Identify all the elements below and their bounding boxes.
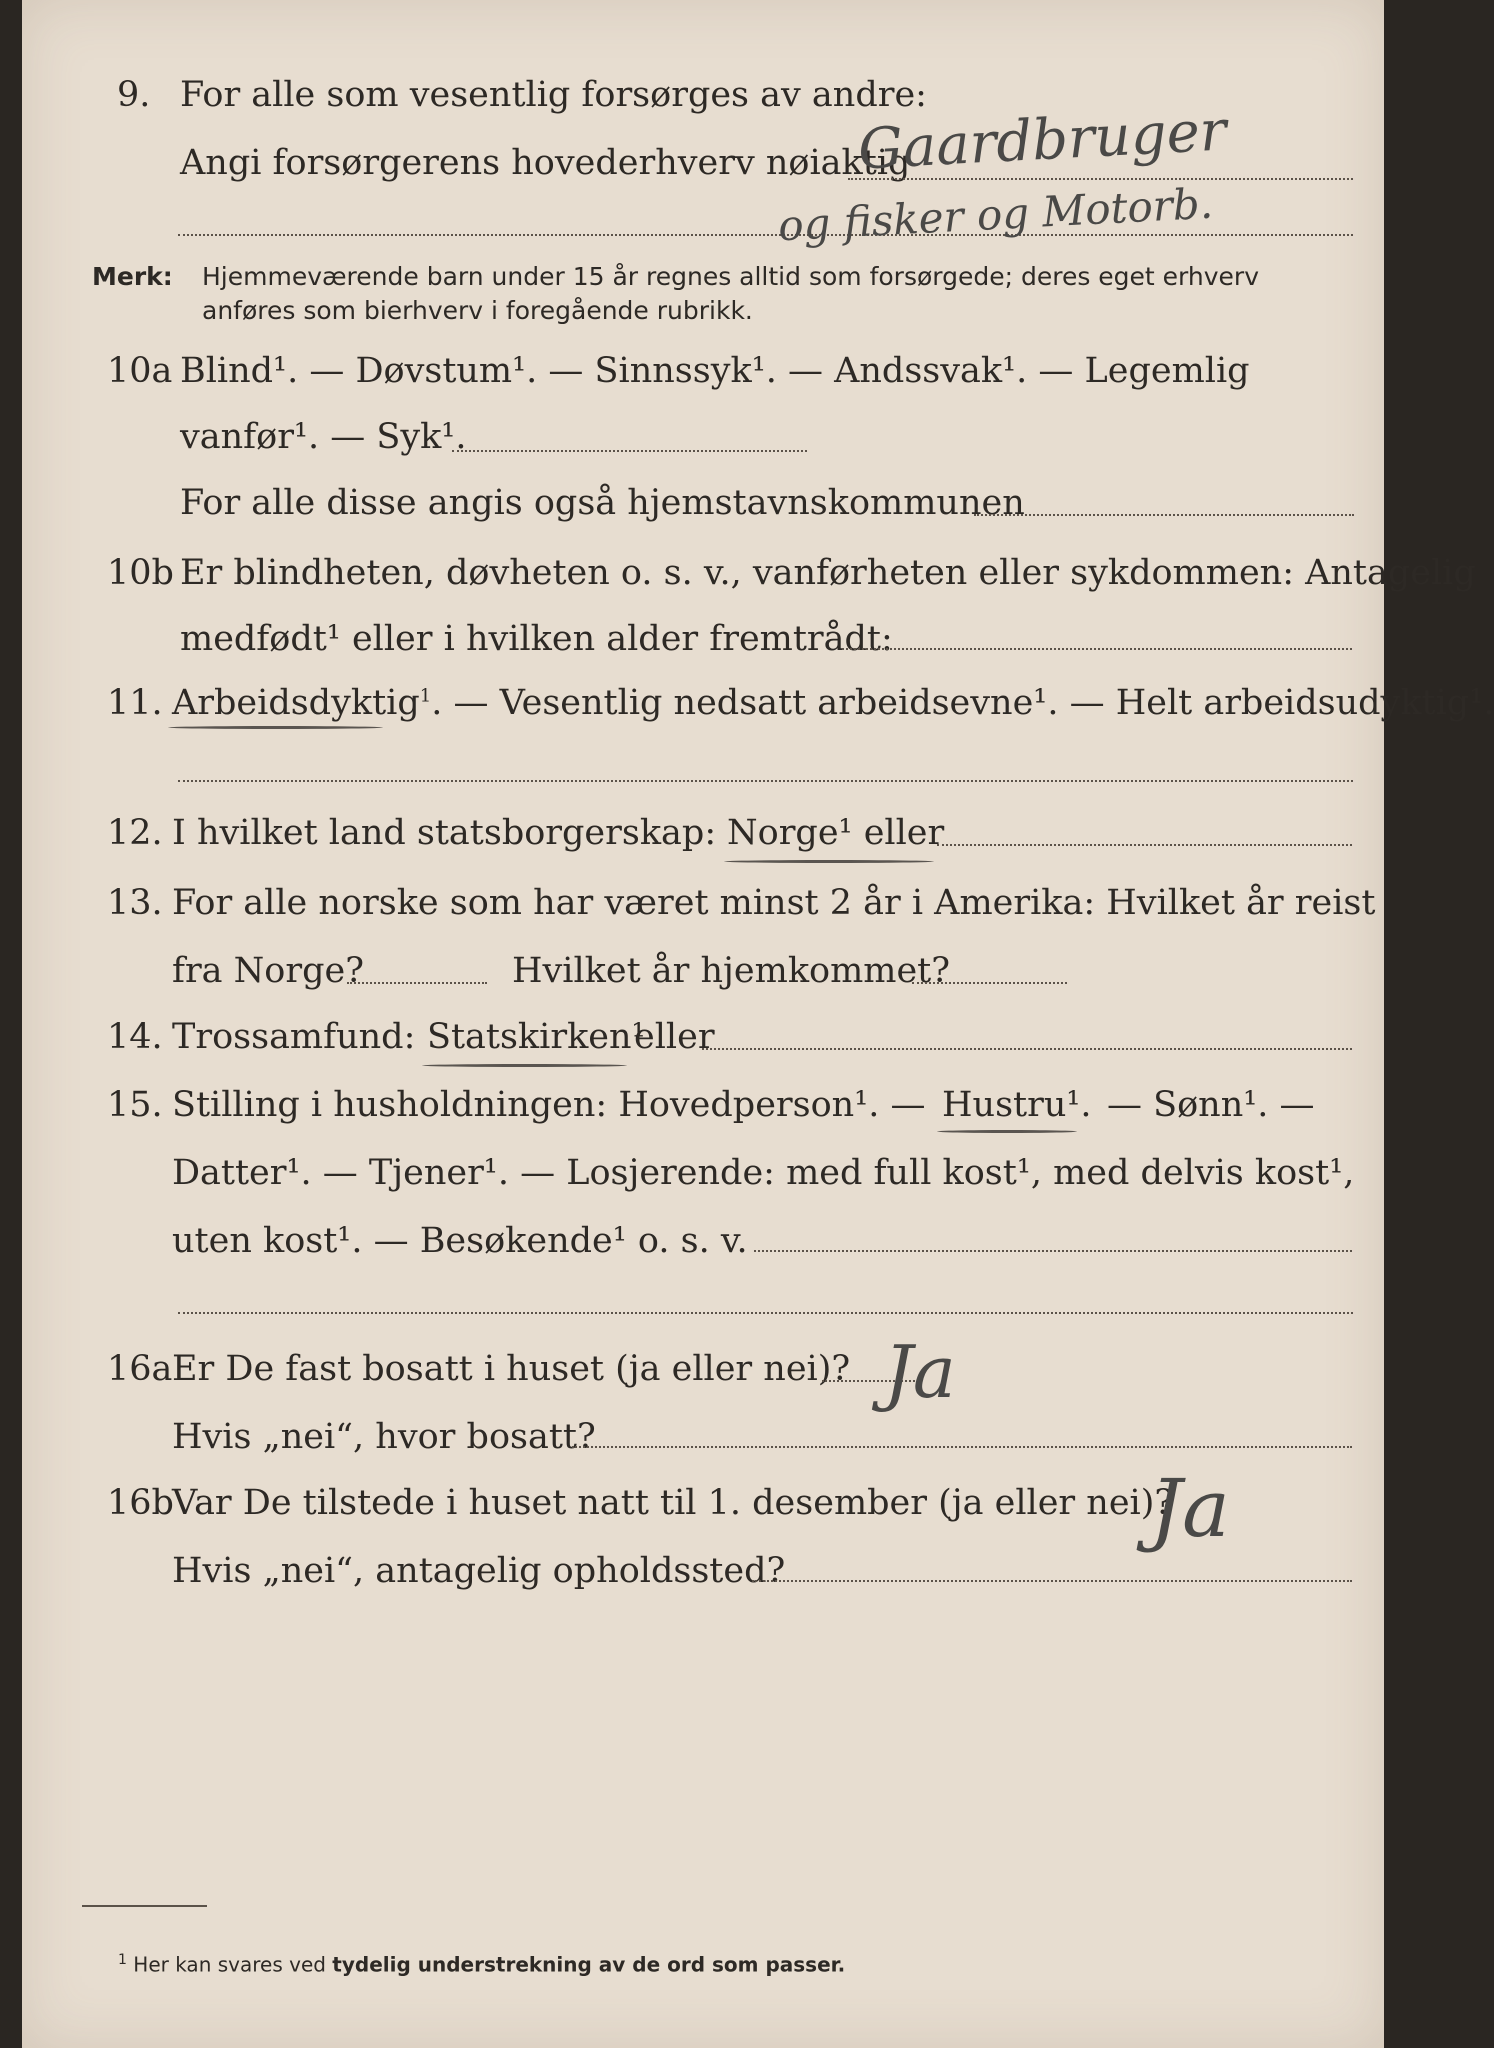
q9-number: 9.: [117, 75, 151, 115]
merk-label: Merk:: [92, 262, 173, 291]
q15-answer-line-2: [178, 1312, 1353, 1314]
footnote-plain-text: Her kan svares ved: [133, 1952, 326, 1977]
q15-number: 15.: [107, 1085, 163, 1125]
q13-line-2a: fra Norge?: [172, 951, 364, 991]
footnote: [118, 1952, 845, 1977]
q12-number: 12.: [107, 813, 163, 853]
q10a-line-3: For alle disse angis også hjemstavnskommunen: [180, 483, 1025, 523]
q16a-line-1: Er De fast bosatt i huset (ja eller nei)?: [172, 1349, 851, 1389]
q10b-number: 10b: [107, 553, 174, 593]
q16b-handwritten-answer: Ja: [1150, 1462, 1230, 1555]
q11-number: 11.: [107, 683, 163, 723]
q16a-number: 16a: [107, 1349, 173, 1389]
q15-underline-mark: [937, 1130, 1077, 1133]
q14-suffix: eller: [634, 1017, 715, 1057]
q12-prefix: I hvilket land statsborgerskap:: [172, 813, 717, 853]
q10a-line-1: Blind¹. — Døvstum¹. — Sinnssyk¹. — Andssvak¹. — Legemlig: [180, 351, 1250, 391]
q11-text: Arbeidsdyktig$^1$. — Vesentlig nedsatt arbeidsevne¹. — Helt arbeidsudyktig¹.: [172, 683, 1494, 723]
q14-answer-line: [702, 1048, 1352, 1050]
q12-answer-line: [937, 844, 1352, 846]
q15-line-3: uten kost¹. — Besøkende¹ o. s. v.: [172, 1221, 748, 1261]
q14-prefix: Trossamfund:: [172, 1017, 416, 1057]
q15-option-hustru: Hustru¹.: [942, 1085, 1092, 1125]
q12-underline-mark: [724, 860, 934, 863]
q13-number: 13.: [107, 883, 163, 923]
q9-answer-line-2: [178, 234, 1353, 236]
q11-remaining-options: . — Vesentlig nedsatt arbeidsevne¹. — Helt arbeidsudyktig¹.: [431, 683, 1494, 723]
q10b-line-2: medfødt¹ eller i hvilken alder fremtrådt:: [180, 619, 893, 659]
q10a-answer-line-2: [974, 514, 1354, 516]
merk-line-2: anføres som bierhverv i foregående rubrikk.: [202, 296, 753, 325]
q16a-line-2: Hvis „nei“, hvor bosatt?: [172, 1417, 596, 1457]
q13-answer-line-1: [347, 982, 487, 984]
q15-answer-line-1: [754, 1250, 1352, 1252]
q9-handwritten-answer-1: Gaardbruger: [856, 98, 1229, 183]
q14-number: 14.: [107, 1017, 163, 1057]
q16b-line-2: Hvis „nei“, antagelig opholdssted?: [172, 1551, 786, 1591]
q10b-line-1: Er blindheten, døvheten o. s. v., vanførheten eller sykdommen: Antagelig: [180, 553, 1476, 593]
census-form-page: [22, 0, 1494, 2048]
q15-line-2: Datter¹. — Tjener¹. — Losjerende: med full kost¹, med delvis kost¹,: [172, 1153, 1355, 1193]
q16b-answer-line: [752, 1580, 1352, 1582]
q11-answer-line: [178, 780, 1353, 782]
q10b-answer-line: [842, 648, 1352, 650]
footnote-rule: [82, 1905, 207, 1907]
q11-option-arbeidsdyktig: Arbeidsdyktig: [172, 683, 420, 723]
q12-option-norge: Norge¹ eller: [727, 813, 945, 853]
q13-line-2b: Hvilket år hjemkommet?: [512, 951, 951, 991]
q14-option-statskirken: Statskirken¹: [427, 1017, 646, 1057]
q10a-answer-line-1: [452, 450, 807, 452]
q9-handwritten-answer-2: og fisker og Motorb.: [777, 178, 1215, 251]
q14-underline-mark: [422, 1064, 627, 1067]
q16b-line-1: Var De tilstede i huset natt til 1. desember (ja eller nei)?: [172, 1483, 1174, 1523]
q16b-number: 16b: [107, 1483, 174, 1523]
q11-underline-mark: [168, 726, 383, 729]
q16a-handwritten-answer: Ja: [884, 1330, 956, 1414]
q10a-line-2: vanfør¹. — Syk¹.: [180, 417, 467, 457]
q9-line-2: Angi forsørgerens hovederhverv nøiaktig: [180, 143, 911, 183]
footnote-bold-text: tydelig understrekning av de ord som passer.: [332, 1952, 846, 1977]
footnote-mark: 1: [118, 1952, 127, 1968]
q13-line-1: For alle norske som har været minst 2 år i Amerika: Hvilket år reist: [172, 883, 1376, 923]
q15-line-1b: — Sønn¹. —: [1107, 1085, 1315, 1125]
q13-answer-line-2: [912, 982, 1067, 984]
q16a-answer-line-2: [572, 1446, 1352, 1448]
q15-line-1a: Stilling i husholdningen: Hovedperson¹. —: [172, 1085, 926, 1125]
merk-line-1: Hjemmeværende barn under 15 år regnes alltid som forsørgede; deres eget erhverv: [202, 262, 1259, 291]
q9-line-1: For alle som vesentlig forsørges av andre:: [180, 75, 927, 115]
q10a-number: 10a: [107, 351, 173, 391]
